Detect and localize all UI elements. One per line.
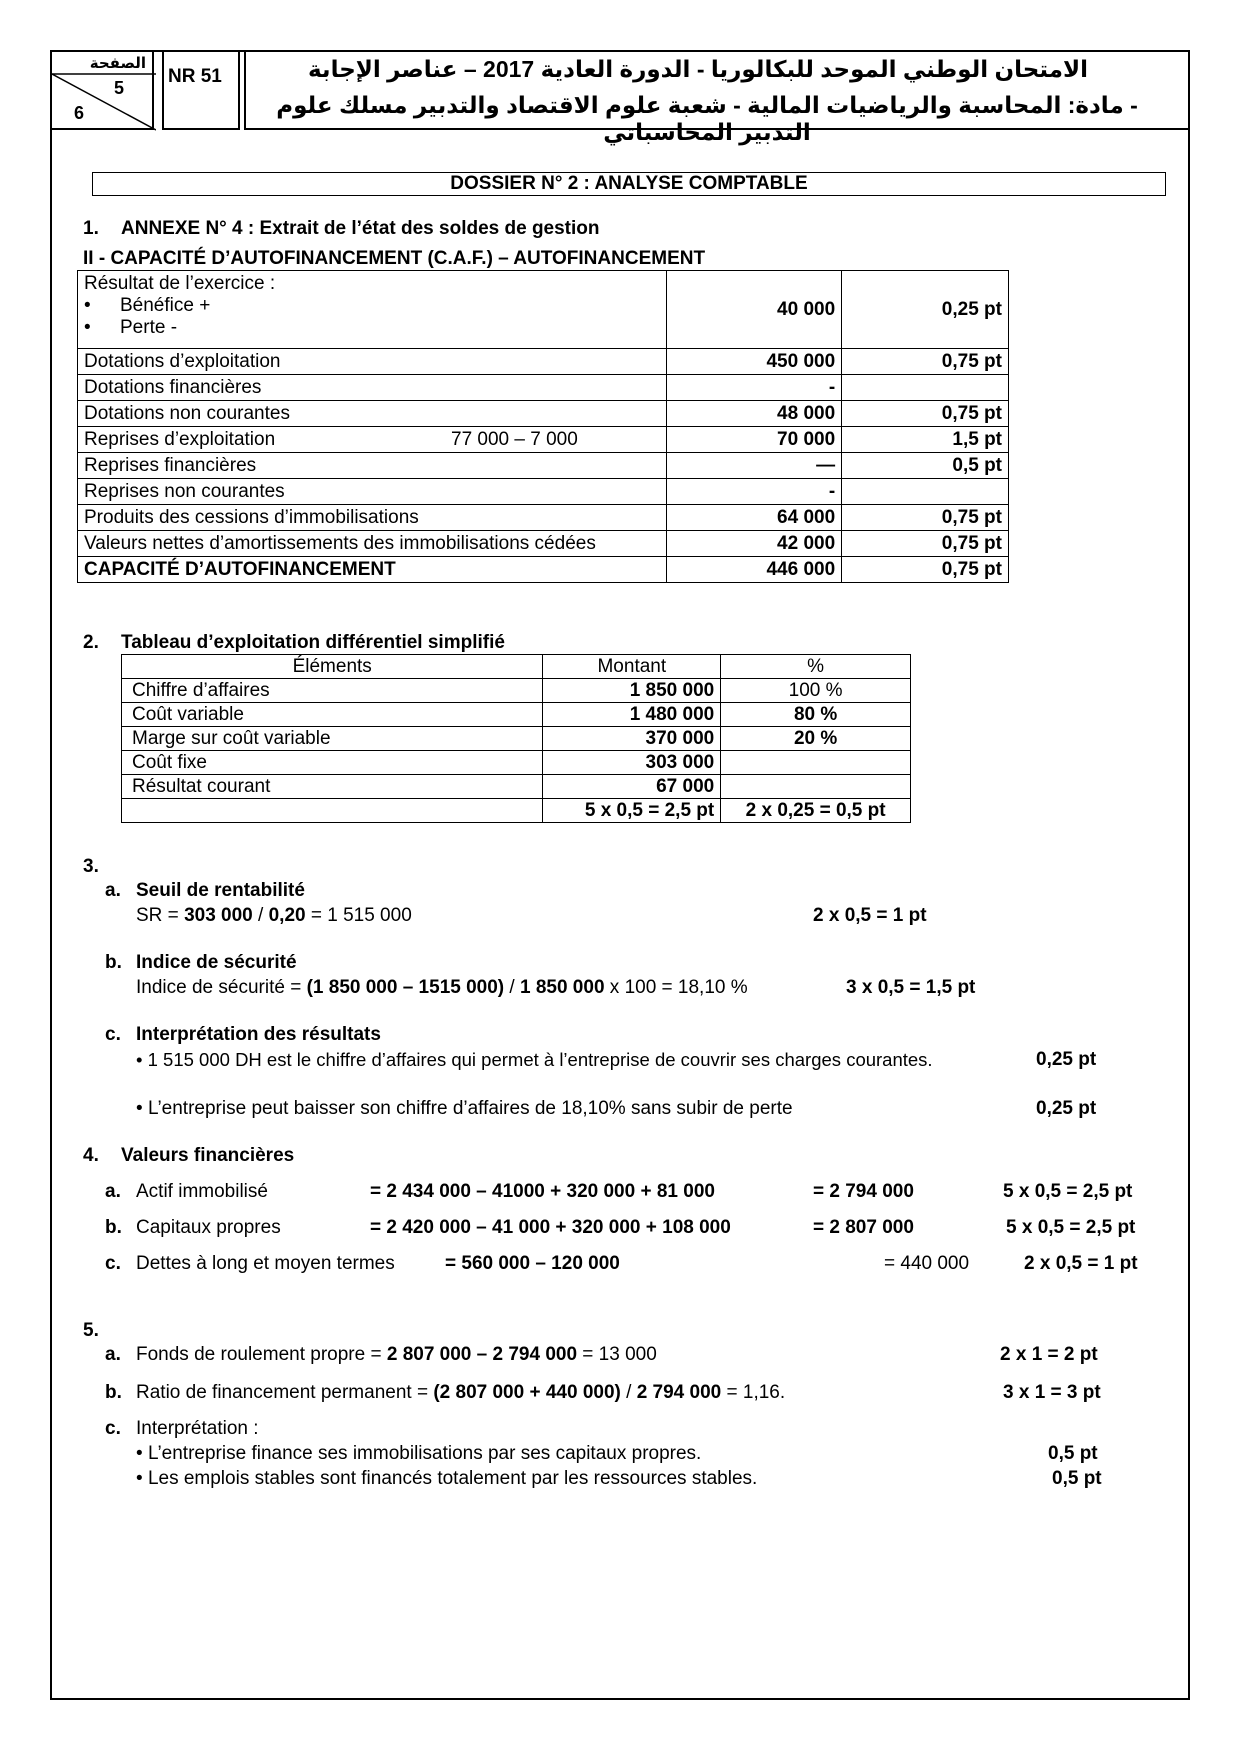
s3-c-item1-text: 1 515 000 DH est le chiffre d’affaires qui permet à l’entreprise de couvrir ses charges courantes.: [147, 1049, 933, 1070]
section2-number: 2.: [83, 632, 99, 653]
perte-item: [84, 317, 660, 339]
element-amount: 370 000: [543, 727, 721, 751]
s3-c-item1: • 1 515 000 DH est le chiffre d’affaires qui permet à l’entreprise de couvrir ses charges courantes.: [136, 1049, 933, 1070]
total-pages: 6: [74, 103, 85, 123]
caf-row-label: Dotations non courantes: [84, 402, 290, 424]
table-row: [78, 531, 1009, 557]
caf-row-value: -: [667, 479, 842, 505]
table-row: [122, 679, 911, 703]
s3-a-formula: SR = 303 000 / 0,20 = 1 515 000: [136, 905, 412, 926]
exam-title-box: [244, 50, 1190, 145]
s5-c-item2: • Les emplois stables sont financés totalement par les ressources stables.: [136, 1468, 758, 1489]
table-row: [78, 375, 1009, 401]
table-row: [78, 479, 1009, 505]
caf-total-pts: 0,75 pt: [842, 557, 1009, 583]
table-header-row: [122, 655, 911, 679]
s3-c-item2-text: L’entreprise peut baisser son chiffre d’affaires de 18,10% sans subir de perte: [147, 1098, 793, 1119]
caf-row-label: Produits des cessions d’immobilisations: [84, 506, 419, 528]
s5-c-item2-pts: 0,5 pt: [1052, 1468, 1102, 1489]
pts-amount: 5 x 0,5 = 2,5 pt: [543, 799, 721, 823]
caf-row-pts: [842, 375, 1009, 401]
col-header-elements: Éléments: [122, 655, 543, 679]
s3-a-letter: a.: [105, 880, 121, 901]
exploitation-rows: [122, 679, 911, 799]
caf-row-value: -: [667, 375, 842, 401]
s4-b-result: = 2 807 000: [813, 1217, 914, 1238]
table-row: [78, 505, 1009, 531]
caf-row-label-cell: [78, 427, 667, 453]
element-label: Coût fixe: [122, 751, 543, 775]
s4-c-label: Dettes à long et moyen termes: [136, 1253, 395, 1274]
caf-row-pts: 0,75 pt: [842, 531, 1009, 557]
caf-row-label: Dotations d’exploitation: [84, 350, 281, 372]
s4-b-letter: b.: [105, 1217, 122, 1238]
caf-row-calc: 77 000 – 7 000: [451, 428, 578, 450]
empty-cell: [122, 799, 543, 823]
table-row: [78, 427, 1009, 453]
s5-a-letter: a.: [105, 1344, 121, 1365]
table-row: [78, 271, 1009, 349]
section4-title: Valeurs financières: [121, 1145, 295, 1166]
s5-a-pts: 2 x 1 = 2 pt: [1000, 1344, 1098, 1365]
caf-row-value: 450 000: [667, 349, 842, 375]
s3-b-formula: Indice de sécurité = (1 850 000 – 1515 000) / 1 850 000 x 100 = 18,10 %: [136, 977, 748, 998]
caf-row-label: Reprises non courantes: [84, 480, 285, 502]
s5-c-item1: • L’entreprise finance ses immobilisations par ses capitaux propres.: [136, 1443, 702, 1464]
s3-c-letter: c.: [105, 1024, 121, 1045]
s3-c-item1-pts: 0,25 pt: [1036, 1049, 1097, 1070]
result-pts: 0,25 pt: [842, 271, 1009, 349]
s5-a-formula: Fonds de roulement propre = 2 807 000 – 2 794 000 = 13 000: [136, 1344, 657, 1365]
caf-table: [77, 270, 1009, 583]
section2-title: Tableau d’exploitation différentiel simplifié: [121, 632, 505, 653]
page-number: 5: [114, 78, 125, 98]
s5-b-formula: Ratio de financement permanent = (2 807 000 + 440 000) / 2 794 000 = 1,16.: [136, 1382, 786, 1403]
element-label: Résultat courant: [122, 775, 543, 799]
s3-c-item2-pts: 0,25 pt: [1036, 1098, 1097, 1119]
caf-row-label-cell: [78, 479, 667, 505]
col-header-montant: Montant: [543, 655, 721, 679]
caf-row-label-cell: [78, 401, 667, 427]
element-label: Chiffre d’affaires: [122, 679, 543, 703]
s3-b-letter: b.: [105, 952, 122, 973]
caf-row-pts: 0,75 pt: [842, 401, 1009, 427]
dossier-title: DOSSIER N° 2 : ANALYSE COMPTABLE: [92, 172, 1166, 196]
s4-a-label: Actif immobilisé: [136, 1181, 268, 1202]
s5-c-title: Interprétation :: [136, 1418, 259, 1439]
page-label: الصفحة: [89, 55, 146, 72]
s5-c-item1-text: L’entreprise finance ses immobilisations par ses capitaux propres.: [147, 1443, 702, 1464]
result-cell: [78, 271, 667, 349]
benefice-item: [84, 295, 660, 317]
s5-c-item1-pts: 0,5 pt: [1048, 1443, 1098, 1464]
table-row: [78, 349, 1009, 375]
element-label: Coût variable: [122, 703, 543, 727]
section3-number: 3.: [83, 856, 99, 877]
caf-row-pts: [842, 479, 1009, 505]
s5-b-letter: b.: [105, 1382, 122, 1403]
perte-label: Perte -: [120, 317, 178, 338]
s4-c-result: = 440 000: [884, 1253, 970, 1274]
table-row: [122, 751, 911, 775]
caf-row-label: Reprises financières: [84, 454, 257, 476]
benefice-label: Bénéfice +: [120, 295, 211, 316]
s4-a-formula: = 2 434 000 – 41000 + 320 000 + 81 000: [370, 1181, 715, 1202]
caf-row-label-cell: [78, 375, 667, 401]
caf-total-value: 446 000: [667, 557, 842, 583]
caf-row-pts: 0,75 pt: [842, 349, 1009, 375]
section1-title: ANNEXE N° 4 : Extrait de l’état des soldes de gestion: [121, 218, 600, 239]
s5-c-item2-text: Les emplois stables sont financés totalement par les ressources stables.: [147, 1468, 758, 1489]
s4-a-result: = 2 794 000: [813, 1181, 914, 1202]
table-row: [78, 453, 1009, 479]
section1-subtitle: II - CAPACITÉ D’AUTOFINANCEMENT (C.A.F.) – AUTOFINANCEMENT: [83, 248, 706, 269]
s4-c-letter: c.: [105, 1253, 121, 1274]
section4-number: 4.: [83, 1145, 99, 1166]
s5-c-letter: c.: [105, 1418, 121, 1439]
s3-a-title: Seuil de rentabilité: [136, 880, 305, 901]
caf-row-value: 64 000: [667, 505, 842, 531]
element-pct: 80 %: [721, 703, 911, 727]
caf-row-pts: 0,5 pt: [842, 453, 1009, 479]
s3-c-title: Interprétation des résultats: [136, 1024, 381, 1045]
element-label: Marge sur coût variable: [122, 727, 543, 751]
element-pct: 100 %: [721, 679, 911, 703]
caf-row-label: Reprises d’exploitation: [84, 428, 276, 450]
s3-c-item2: • L’entreprise peut baisser son chiffre d’affaires de 18,10% sans subir de perte: [136, 1098, 793, 1119]
exploitation-table: [121, 654, 911, 823]
s4-a-pts: 5 x 0,5 = 2,5 pt: [1003, 1181, 1133, 1202]
caf-row-label-cell: [78, 453, 667, 479]
caf-row-value: 42 000: [667, 531, 842, 557]
caf-row-label: Dotations financières: [84, 376, 262, 398]
element-pct: 20 %: [721, 727, 911, 751]
caf-row-label-cell: [78, 505, 667, 531]
caf-row-label: Valeurs nettes d’amortissements des immobilisations cédées: [84, 532, 596, 554]
result-label: Résultat de l’exercice :: [84, 273, 276, 294]
exam-title-line2: - مادة: المحاسبة والرياضيات المالية - شعبة علوم الاقتصاد والتدبير مسلك علوم التدبير المحاسباتي: [276, 92, 1138, 145]
table-row: [78, 557, 1009, 583]
col-header-pct: %: [721, 655, 911, 679]
section1-number: 1.: [83, 218, 99, 239]
table-row: [122, 703, 911, 727]
table-row: [122, 727, 911, 751]
caf-row-value: 48 000: [667, 401, 842, 427]
exam-title-line1: الامتحان الوطني الموحد للبكالوريا - الدورة العادية 2017 – عناصر الإجابة: [307, 56, 1088, 82]
exam-code: NR 51: [162, 50, 240, 130]
caf-rows: [78, 349, 1009, 557]
pts-pct: 2 x 0,25 = 0,5 pt: [721, 799, 911, 823]
s4-a-letter: a.: [105, 1181, 121, 1202]
s3-b-title: Indice de sécurité: [136, 952, 297, 973]
page-number-box: [50, 50, 154, 130]
element-amount: 1 480 000: [543, 703, 721, 727]
s4-c-formula: = 560 000 – 120 000: [445, 1253, 620, 1274]
caf-row-value: —: [667, 453, 842, 479]
caf-total-label: CAPACITÉ D’AUTOFINANCEMENT: [78, 557, 667, 583]
section5-number: 5.: [83, 1320, 99, 1341]
table-row: [78, 401, 1009, 427]
s3-b-pts: 3 x 0,5 = 1,5 pt: [846, 977, 976, 998]
caf-row-label-cell: [78, 349, 667, 375]
result-value: 40 000: [667, 271, 842, 349]
element-amount: 1 850 000: [543, 679, 721, 703]
caf-row-pts: 1,5 pt: [842, 427, 1009, 453]
element-pct: [721, 775, 911, 799]
s5-b-pts: 3 x 1 = 3 pt: [1003, 1382, 1101, 1403]
caf-row-value: 70 000: [667, 427, 842, 453]
s4-b-pts: 5 x 0,5 = 2,5 pt: [1006, 1217, 1136, 1238]
caf-row-pts: 0,75 pt: [842, 505, 1009, 531]
s4-c-pts: 2 x 0,5 = 1 pt: [1024, 1253, 1138, 1274]
table-row: [122, 799, 911, 823]
table-row: [122, 775, 911, 799]
element-amount: 67 000: [543, 775, 721, 799]
s3-a-pts: 2 x 0,5 = 1 pt: [813, 905, 927, 926]
caf-row-label-cell: [78, 531, 667, 557]
element-pct: [721, 751, 911, 775]
s4-b-formula: = 2 420 000 – 41 000 + 320 000 + 108 000: [370, 1217, 731, 1238]
element-amount: 303 000: [543, 751, 721, 775]
s4-b-label: Capitaux propres: [136, 1217, 281, 1238]
